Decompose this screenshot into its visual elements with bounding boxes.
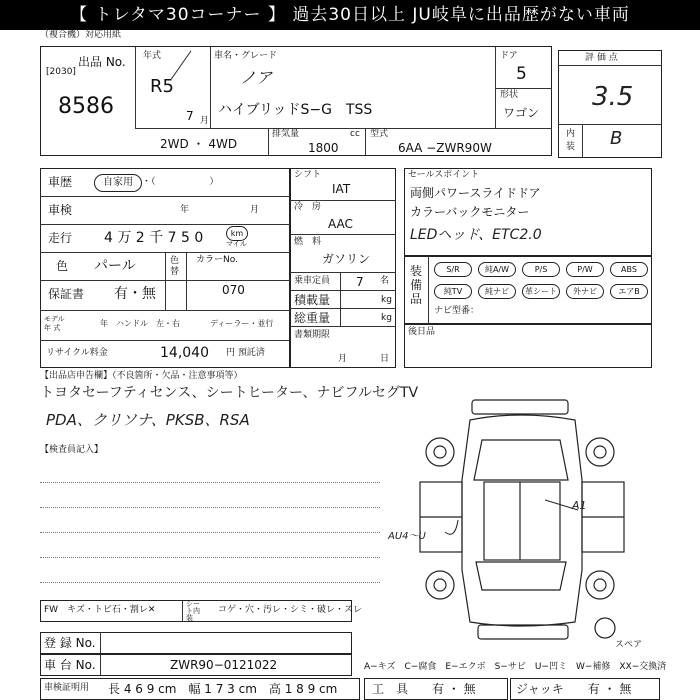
equipment-item: 純ナビ	[478, 284, 516, 299]
size-label: 車検証明用	[44, 683, 90, 693]
ac-value: AAC	[328, 217, 353, 231]
weight-unit: kg	[381, 313, 392, 323]
interior-value: B	[610, 128, 623, 149]
chassis-value: ZWR90−0121022	[170, 658, 278, 672]
inspection-label: 車検	[48, 203, 73, 217]
type-value: 6AA −ZWR90W	[398, 141, 492, 155]
lot-code: [2030]	[46, 67, 76, 77]
damage-au: AU4〜U	[388, 531, 426, 542]
doc-month: 月	[338, 354, 348, 364]
warranty-label: 保証書	[48, 287, 85, 301]
color-label: 色	[56, 259, 69, 273]
inspection-year: 年	[180, 205, 190, 215]
recycle-value: 14,040	[160, 345, 209, 361]
registration-label: 登 録 No.	[44, 636, 96, 650]
score-value: 3.5	[592, 82, 634, 112]
score-label: 評 価 点	[585, 53, 618, 63]
ac-label: 冷 房	[294, 202, 322, 212]
banner-title: 【 トレタマ30コーナー 】 過去30日以上 JU岐阜に出品歴がない車両	[0, 0, 700, 30]
shape-value: ワゴン	[503, 106, 540, 120]
model-label: 車名・グレード	[214, 51, 278, 61]
fuel-label: 燃 料	[294, 237, 322, 247]
spare-label: スペア	[615, 640, 643, 650]
color-value: パール	[94, 258, 136, 274]
model-name: ノア	[240, 68, 273, 87]
doors-label: ドア	[500, 51, 518, 61]
sales-line-1: 両側パワースライドドア	[410, 186, 541, 200]
shape-label: 形状	[500, 90, 519, 100]
drive-value: 2WD ・ 4WD	[160, 137, 238, 151]
year-label: 年式	[143, 51, 162, 61]
color-change: 色替	[170, 256, 180, 277]
damage-a1: A1	[572, 499, 587, 512]
notes-line-1: トヨタセーフティセンス、シートヒーター、ナビフルセグTV	[40, 385, 419, 401]
equipment-label: 装備品	[410, 264, 423, 306]
later-items-block	[404, 324, 652, 368]
history-value: 自家用	[94, 174, 142, 192]
load-unit: kg	[381, 295, 392, 305]
color-no-label: カラーNo.	[196, 255, 238, 265]
shift-value: IAT	[332, 182, 351, 196]
notes-line-2: PDA、クリソナ、PKSB、RSA	[46, 411, 250, 429]
seat-value: コゲ・穴・汚レ・シミ・破レ・スレ	[218, 605, 363, 615]
type-label: 型式	[370, 129, 389, 139]
lot-label: 出品 No.	[78, 55, 126, 69]
mileage-sub: マイル	[226, 240, 247, 248]
weight-label: 総重量	[294, 311, 331, 325]
handle-value: 年 ハンドル 左・右	[100, 319, 180, 328]
recycle-unit: 円 預託済	[226, 348, 265, 358]
disp-unit: cc	[350, 129, 360, 139]
inspector-label: 【検査員記入】	[40, 445, 104, 455]
disp-value: 1800	[308, 141, 339, 155]
equipment-item: P/S	[522, 262, 560, 277]
equipment-item: ABS	[610, 262, 648, 277]
history-label: 車歴	[48, 175, 73, 189]
capacity-label: 乗車定員	[294, 276, 331, 286]
equipment-item: エアB	[610, 284, 648, 299]
inspection-month: 月	[250, 205, 260, 215]
sales-line-2: カラーバックモニター	[410, 205, 530, 219]
chassis-label: 車 台 No.	[44, 658, 96, 672]
nav-model-label: ナビ型番：	[434, 306, 480, 316]
year-era: R5	[150, 76, 174, 97]
fuel-value: ガソリン	[322, 252, 371, 266]
mileage-unit: km	[226, 226, 248, 241]
doc-label: 書類期限	[294, 330, 331, 340]
equipment-item: 革シート	[522, 284, 560, 299]
capacity-unit: 名	[380, 276, 390, 286]
size-value: 長 4 6 9 cm 幅 1 7 3 cm 高 1 8 9 cm	[108, 682, 338, 696]
equipment-item: 外ナビ	[566, 284, 604, 299]
car-damage-diagram	[400, 390, 630, 650]
equipment-item: 純A/W	[478, 262, 516, 277]
dealer-value: ディーラー・並行	[210, 319, 274, 328]
damage-legend: A−キズ C−腐食 E−エクボ S−サビ U−凹ミ W−補修 XX−交換済	[364, 662, 667, 672]
doc-day: 日	[380, 354, 390, 364]
equipment-item: S/R	[434, 262, 472, 277]
form-subtitle: （複合機）対応用紙	[40, 30, 122, 40]
color-no-value: 070	[222, 283, 245, 297]
history-rest: ・（ ）	[142, 177, 219, 187]
recycle-label: リサイクル料金	[46, 348, 108, 358]
sales-label: セールスポイント	[408, 170, 480, 180]
warranty-value: 有・無	[114, 286, 156, 302]
year-month-unit: 月	[200, 116, 210, 126]
equipment-item: P/W	[566, 262, 604, 277]
model-grade: ハイブリッドS−G TSS	[218, 102, 373, 118]
sales-line-3: LEDヘッド、ETC2.0	[410, 227, 542, 243]
model-year-label: モデル 年 式	[44, 315, 65, 332]
later-items-label: 後日品	[408, 327, 436, 337]
equipment-item: 純TV	[434, 284, 472, 299]
year-month: 7	[186, 109, 194, 123]
seat-label: シート内装	[186, 600, 200, 622]
mileage-value: 4 万 2 千 7 5 0	[104, 230, 204, 246]
capacity-value: 7	[356, 275, 364, 289]
interior-label: 内装	[566, 129, 576, 152]
notes-label: 【出品店申告欄】（不良箇所・欠品・注意事項等）	[40, 371, 243, 381]
disp-label: 排気量	[272, 129, 300, 139]
load-label: 積載量	[294, 293, 331, 307]
shift-label: シフト	[294, 170, 322, 180]
tools-value: 工 具 有 ・ 無	[372, 682, 476, 696]
jack-value: ジャッキ 有 ・ 無	[516, 682, 632, 696]
doors-value: 5	[516, 64, 527, 84]
fw-value: FW キズ・トビ石・割レ✕	[44, 605, 156, 615]
lot-number: 8586	[58, 94, 114, 119]
mileage-label: 走行	[48, 231, 73, 245]
